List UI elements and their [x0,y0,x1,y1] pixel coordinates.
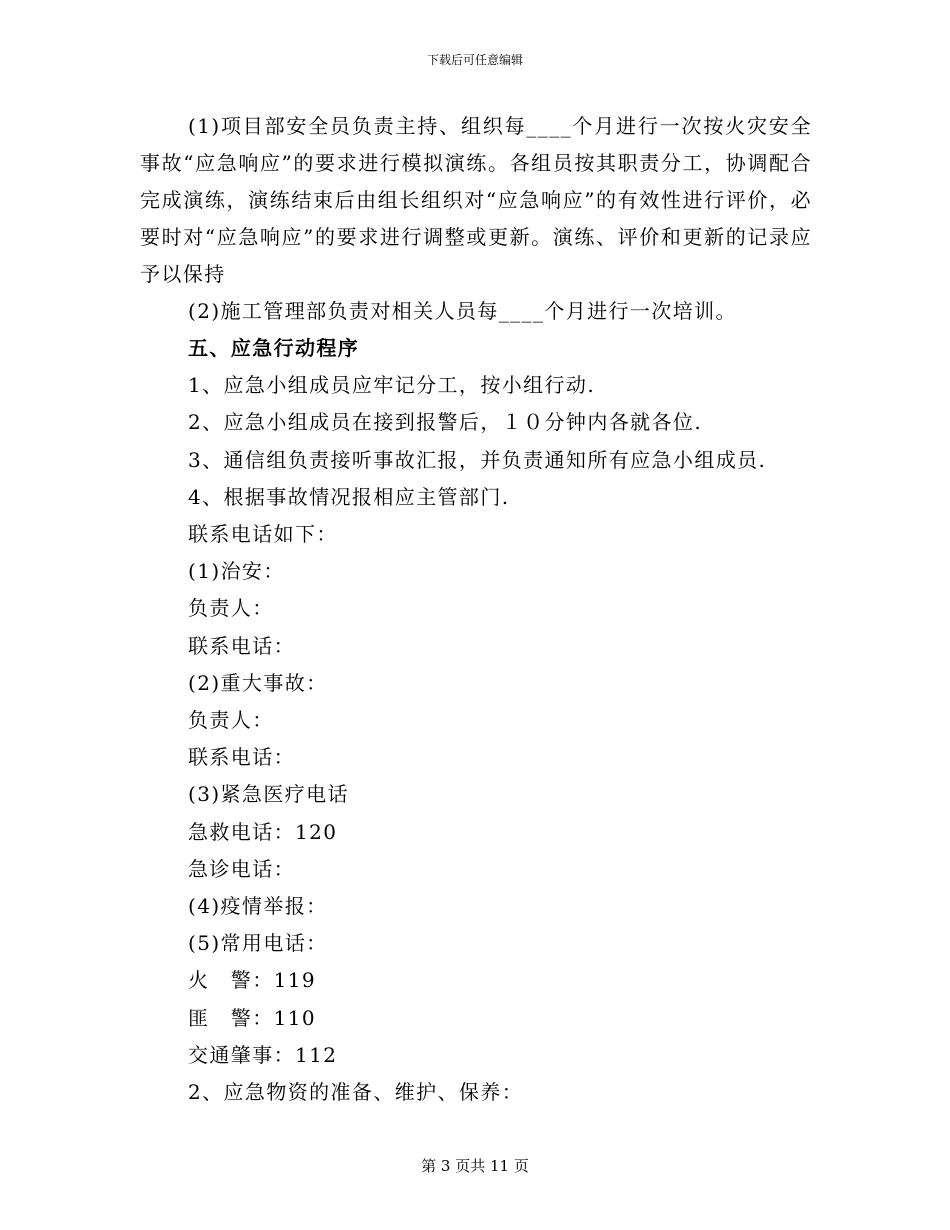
contact-epidemic-title: (4)疫情举报： [188,894,328,919]
contact-medical-title: (3)紧急医疗电话 [188,782,349,807]
contact-medical-clinic: 急诊电话： [188,856,295,881]
page-header: 下载后可任意编辑 [426,53,523,67]
procedure-step-2: 2、应急小组成员在接到报警后，１０分钟内各就各位. [188,410,703,435]
supplies-heading: 2、应急物资的准备、维护、保养： [188,1080,524,1105]
contacts-intro: 联系电话如下： [188,522,338,547]
page-number: 第 3 页共 11 页 [421,1157,529,1175]
procedure-step-1: 1、应急小组成员应牢记分工，按小组行动. [188,373,596,398]
contact-medical-ambulance: 急救电话：120 [188,819,338,844]
contact-common-traffic: 交通肇事：112 [188,1042,338,1067]
contact-major-accident-title: (2)重大事故： [188,670,328,695]
procedure-step-3: 3、通信组负责接听事故汇报，并负责通知所有应急小组成员. [188,447,767,472]
procedure-step-4: 4、根据事故情况报相应主管部门. [188,484,510,509]
document-body [140,108,812,1111]
contact-common-fire: 火 警：119 [188,968,316,993]
section-heading-emergency-procedure: 五、应急行动程序 [188,336,360,360]
contact-security-person: 负责人： [188,596,274,621]
paragraph-drill: (1)项目部安全员负责主持、组织每____个月进行一次按火灾安全事故“应急响应”的要求进行模拟演练。各组员按其职责分工，协调配合完成演练，演练结束后由组长组织对“应急响应”的有效性进行评价，必要时对“应急响应”的要求进行调整或更新。演练、评价和更新的记录应予以保持 [140,114,812,286]
contact-security-phone: 联系电话： [188,633,295,658]
contact-common-police: 匪 警：110 [188,1005,316,1030]
contact-common-title: (5)常用电话： [188,931,328,956]
contact-security-title: (1)治安： [188,559,285,584]
paragraph-training: (2)施工管理部负责对相关人员每____个月进行一次培训。 [188,299,737,323]
contact-major-accident-phone: 联系电话： [188,745,295,770]
contact-major-accident-person: 负责人： [188,708,274,733]
